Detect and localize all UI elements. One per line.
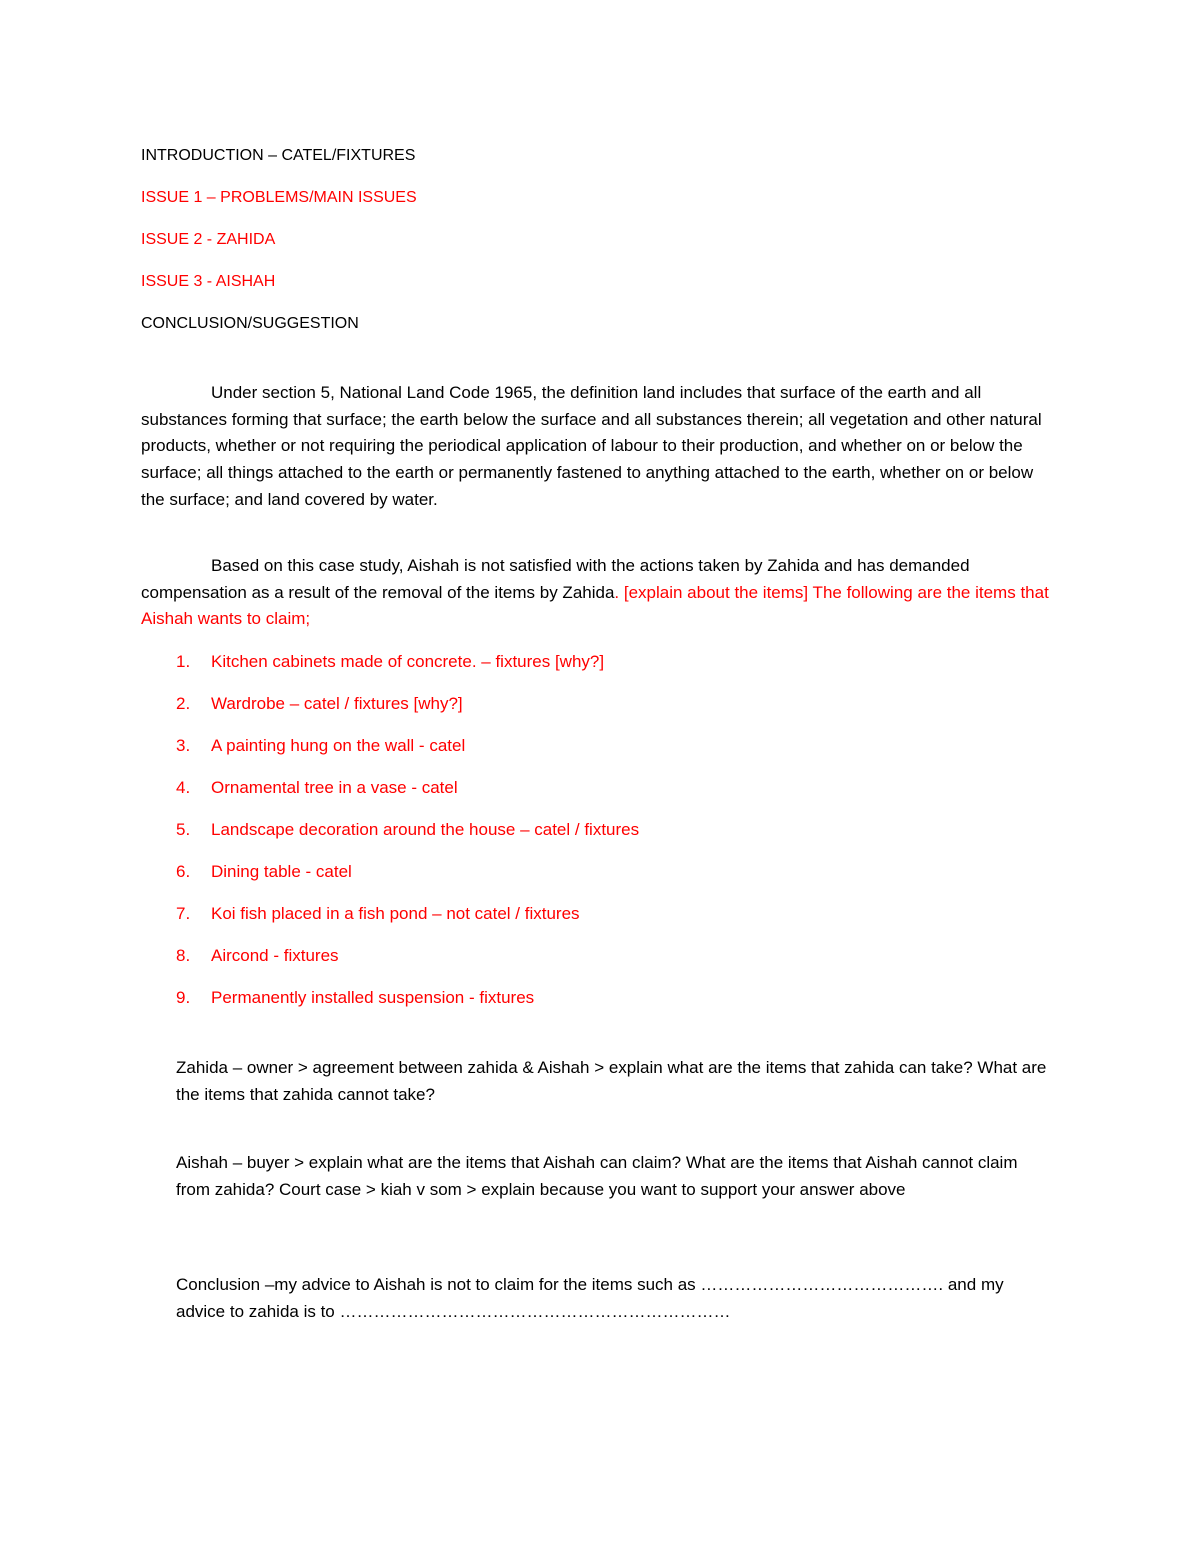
- list-item-text: Permanently installed suspension - fixtures: [211, 988, 535, 1007]
- list-item-text: Wardrobe – catel / fixtures [why?]: [211, 694, 463, 713]
- list-item-number: 1.: [176, 652, 191, 671]
- list-item-number: 8.: [176, 946, 191, 965]
- list-item: [176, 693, 463, 715]
- note-zahida: Zahida – owner > agreement between zahida & Aishah > explain what are the items that zahida can take? What are the items that zahida cannot take?: [176, 1058, 1047, 1104]
- list-item-number: 9.: [176, 988, 191, 1007]
- note-conclusion: Conclusion –my advice to Aishah is not to claim for the items such as ……………………………………. and my advice to zahida is to ……………………………………………………………: [176, 1275, 1004, 1321]
- note-aishah: Aishah – buyer > explain what are the items that Aishah can claim? What are the items that Aishah cannot claim from zahida? Court case > kiah v som > explain because you want to support your answer above: [176, 1153, 1018, 1199]
- list-item-number: 6.: [176, 862, 191, 881]
- paragraph-case-study-black: Based on this case study, Aishah is not satisfied with the actions taken by Zahida and has demanded compensation as a result of the removal of the items by Zahida: [141, 556, 970, 602]
- list-item-text: Dining table - catel: [211, 862, 352, 881]
- outline-introduction: INTRODUCTION – CATEL/FIXTURES: [141, 147, 416, 164]
- list-item-number: 5.: [176, 820, 191, 839]
- list-item: [176, 987, 534, 1009]
- list-item-number: 4.: [176, 778, 191, 797]
- list-item-text: Landscape decoration around the house – catel / fixtures: [211, 820, 640, 839]
- outline-issue-2: ISSUE 2 - ZAHIDA: [141, 231, 276, 248]
- list-item: [176, 777, 458, 799]
- paragraph-land-definition: Under section 5, National Land Code 1965, the definition land includes that surface of the earth and all substances forming that surface; the earth below the surface and all substances therein; all vegetation and other natural products, whether or not requiring the periodical application of labour to their production, and whether on or below the surface; all things attached to the earth or permanently fastened to anything attached to the earth, whether on or below the surface; and land covered by water.: [141, 383, 1042, 509]
- outline-issue-3: ISSUE 3 - AISHAH: [141, 273, 276, 290]
- list-item: [176, 903, 580, 925]
- paragraph-case-study: [141, 553, 1051, 633]
- list-item: [176, 735, 465, 757]
- list-item: [176, 861, 352, 883]
- outline-conclusion: CONCLUSION/SUGGESTION: [141, 315, 359, 332]
- list-item-text: Koi fish placed in a fish pond – not catel / fixtures: [211, 904, 580, 923]
- list-item-text: Aircond - fixtures: [211, 946, 339, 965]
- list-item-text: Kitchen cabinets made of concrete. – fixtures [why?]: [211, 652, 605, 671]
- list-item-text: Ornamental tree in a vase - catel: [211, 778, 458, 797]
- list-item-text: A painting hung on the wall - catel: [211, 736, 466, 755]
- list-item-number: 7.: [176, 904, 191, 923]
- list-item: [176, 651, 604, 673]
- paragraph-case-study-red: . [explain about the items] The following are the items that Aishah wants to claim;: [141, 582, 1049, 629]
- list-item-number: 3.: [176, 736, 191, 755]
- list-item: [176, 819, 639, 841]
- outline-issue-1: ISSUE 1 – PROBLEMS/MAIN ISSUES: [141, 189, 417, 206]
- list-item-number: 2.: [176, 694, 191, 713]
- list-item: [176, 945, 339, 967]
